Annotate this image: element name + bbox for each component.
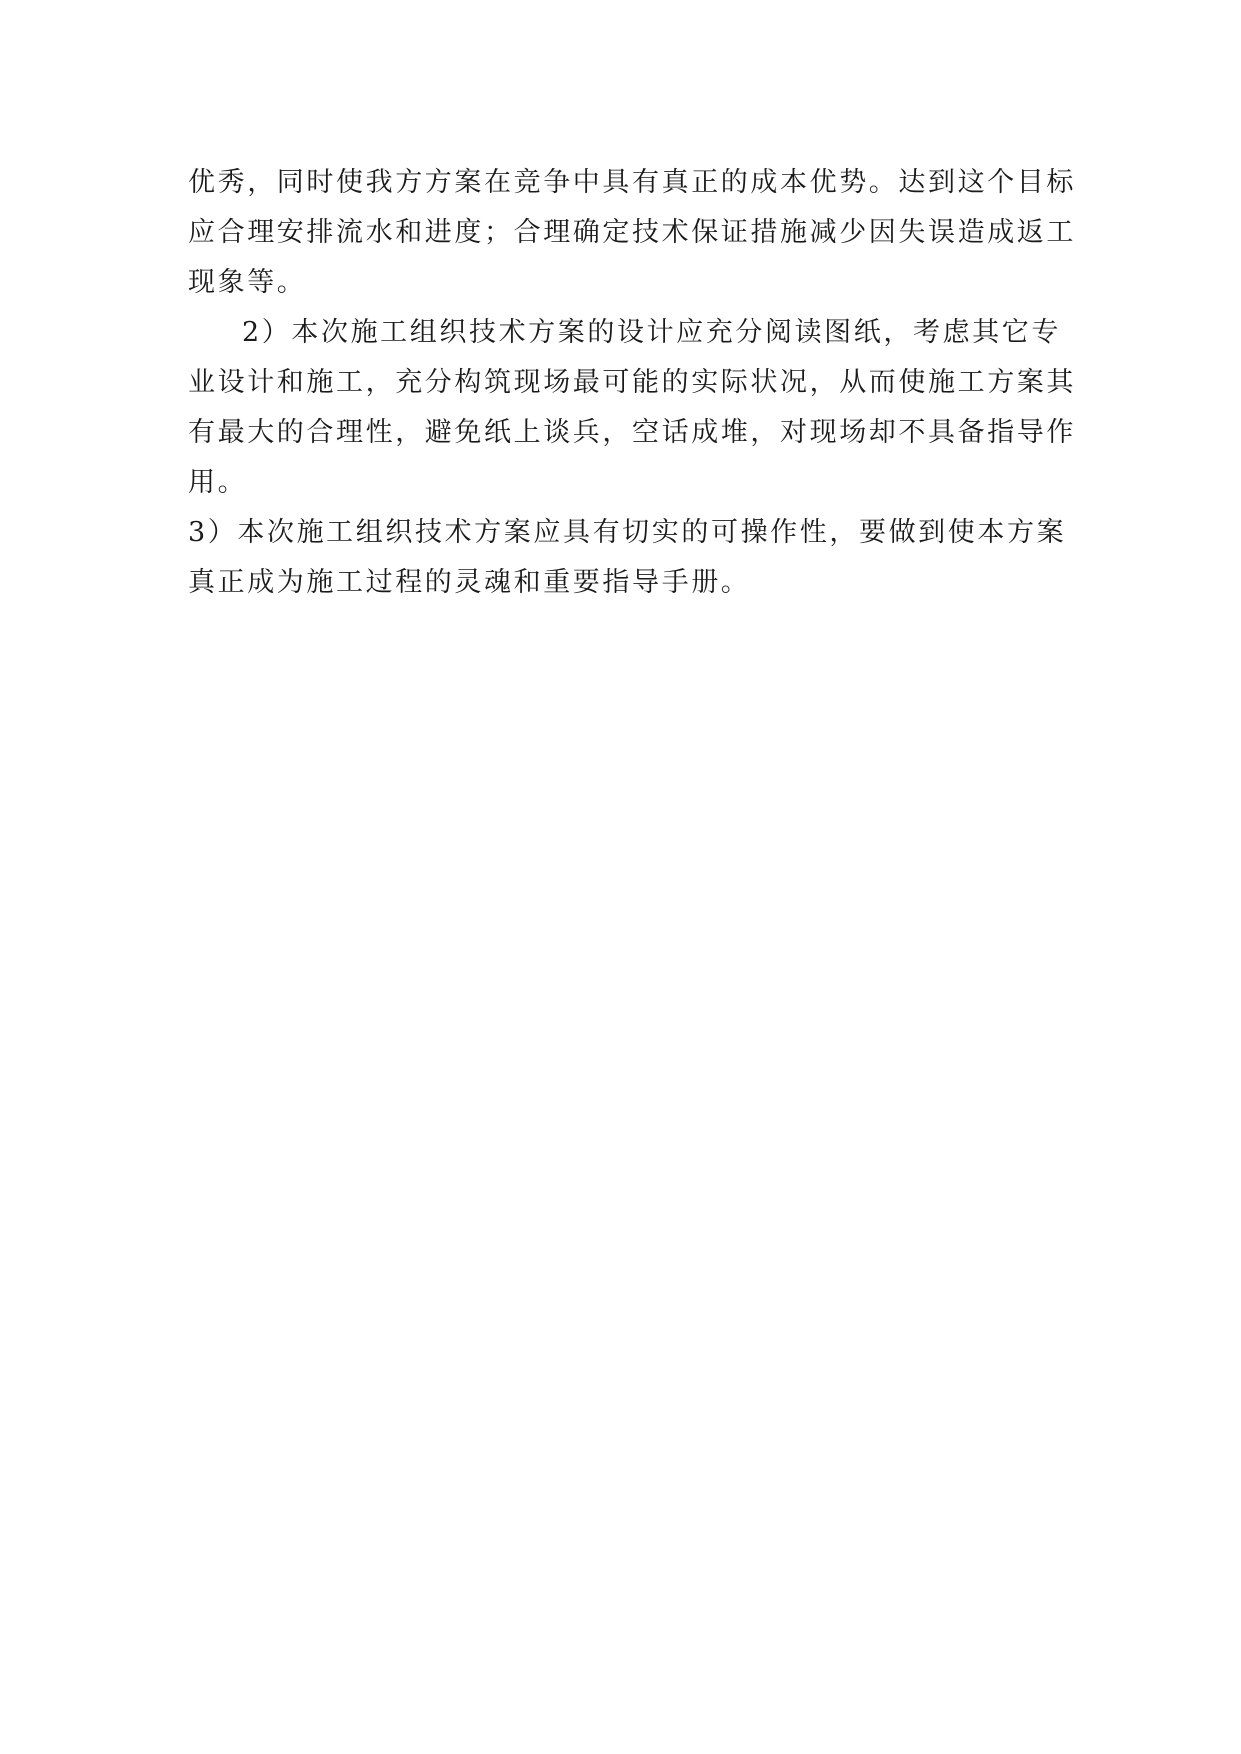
paragraph-line: 3）本次施工组织技术方案应具有切实的可操作性，要做到使本方案 <box>188 517 1067 548</box>
paragraph-item-2 <box>188 308 1076 508</box>
paragraph-line: 应合理安排流水和进度；合理确定技术保证措施减少因失误造成返工 <box>188 217 1076 248</box>
paragraph-line: 真正成为施工过程的灵魂和重要指导手册。 <box>188 567 751 598</box>
paragraph-line: 业设计和施工，充分构筑现场最可能的实际状况，从而使施工方案其 <box>188 367 1076 398</box>
paragraph-line: 有最大的合理性，避免纸上谈兵，空话成堆，对现场却不具备指导作 <box>188 417 1076 448</box>
paragraph-line: 用。 <box>188 467 248 498</box>
paragraph-item-3 <box>188 508 1067 608</box>
document-body <box>188 158 1076 608</box>
paragraph-line: 优秀，同时使我方方案在竞争中具有真正的成本优势。达到这个目标 <box>188 167 1076 198</box>
paragraph-line: 现象等。 <box>188 267 307 298</box>
paragraph-continuation <box>188 158 1076 308</box>
paragraph-line: 2）本次施工组织技术方案的设计应充分阅读图纸，考虑其它专 <box>242 317 1061 348</box>
